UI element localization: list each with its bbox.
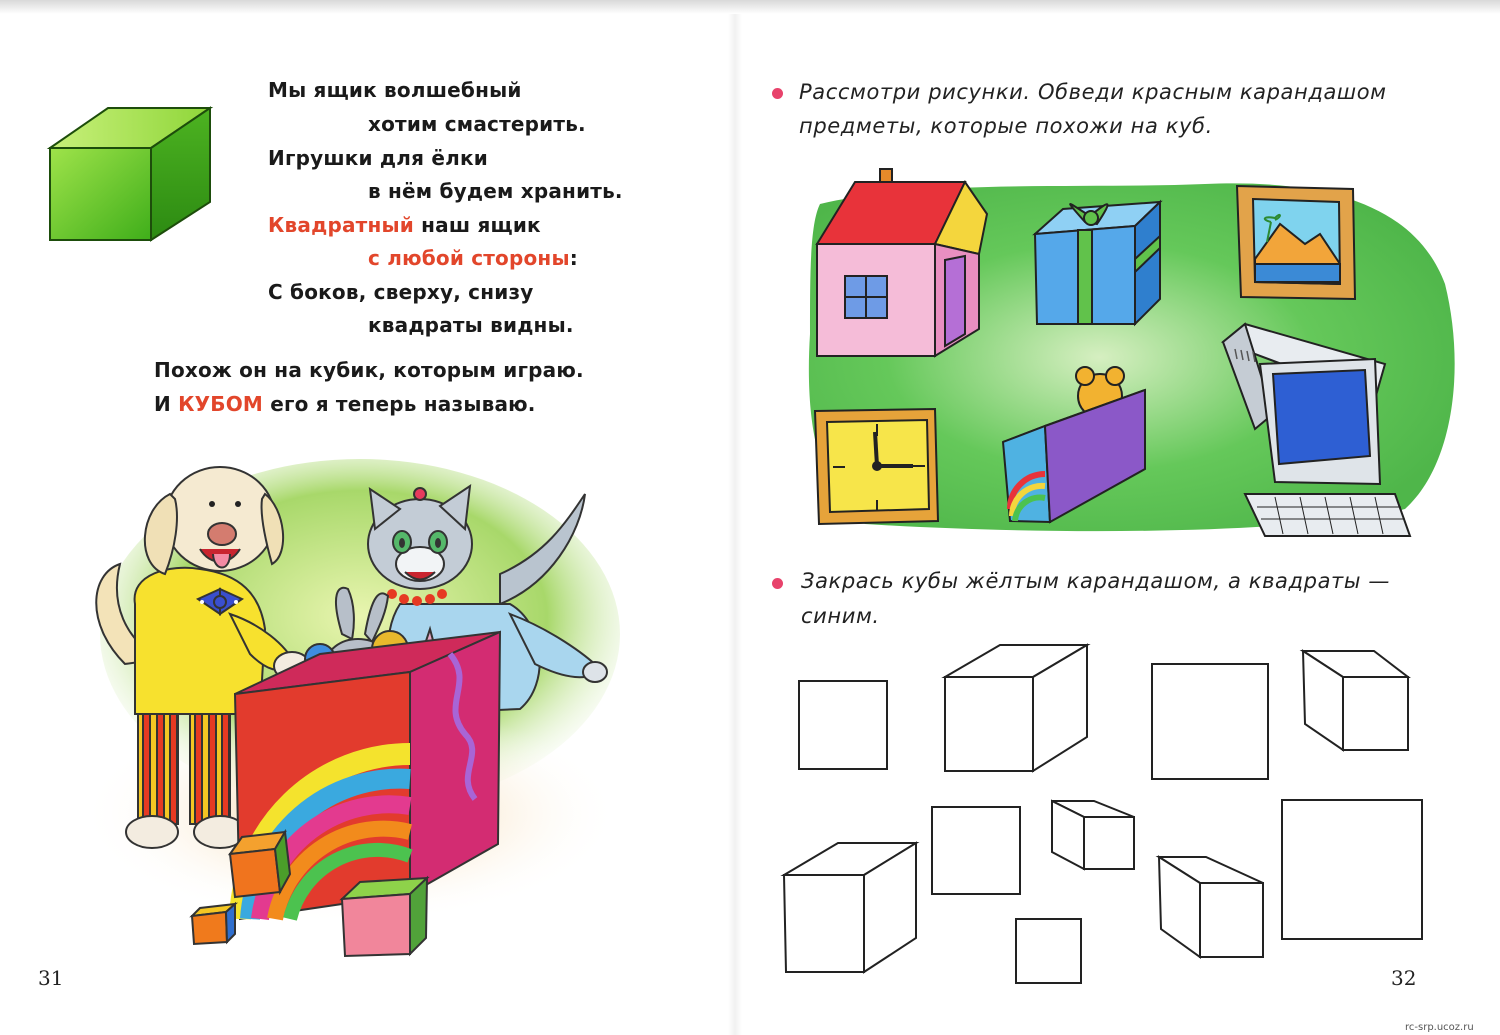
poem-highlight: с любой стороны: [368, 246, 570, 270]
left-page: [0, 14, 735, 1035]
poem-text: в нём будем хранить.: [368, 179, 623, 203]
task-line: Рассмотри рисунки. Обведи красным карандашом: [799, 80, 1387, 104]
poem-text: С боков, сверху, снизу: [268, 280, 534, 304]
poem-highlight: КУБОМ: [178, 392, 264, 416]
page-number-left: 31: [38, 966, 64, 990]
right-page: [735, 14, 1500, 1035]
poem-line: [154, 358, 584, 382]
poem-highlight: Квадратный: [268, 213, 414, 237]
dog-and-cat-illustration: [80, 454, 620, 964]
poem-text: наш ящик: [413, 213, 541, 237]
poem-text: И: [154, 392, 179, 416]
square-outline-icon[interactable]: [1152, 664, 1268, 779]
poem-line: [268, 213, 541, 237]
square-outline-icon[interactable]: [799, 681, 887, 769]
poem-text: хотим смастерить.: [368, 112, 586, 136]
poem-text: Похож он на кубик, которым играю.: [154, 358, 584, 382]
poem-line: [368, 179, 623, 203]
square-outline-icon[interactable]: [1282, 800, 1422, 939]
square-outline-icon[interactable]: [932, 807, 1020, 894]
page-top-edge: [0, 0, 1500, 14]
poem-line: [154, 392, 536, 416]
poem-text: Игрушки для ёлки: [268, 146, 488, 170]
poem: [0, 14, 735, 434]
cube-outline-icon[interactable]: [1052, 801, 1134, 869]
shapes-worksheet: [735, 14, 1500, 1035]
task-line: предметы, которые похожи на куб.: [799, 114, 1213, 138]
cube-outline-icon[interactable]: [784, 843, 916, 972]
cube-outline-icon[interactable]: [1303, 651, 1408, 750]
poem-line: [368, 112, 586, 136]
poem-line: [268, 280, 534, 304]
task-line: Закрась кубы жёлтым карандашом, а квадраты —: [801, 569, 1390, 593]
poem-text: квадраты видны.: [368, 313, 574, 337]
poem-line: [368, 313, 574, 337]
page-number-right: 32: [1391, 966, 1417, 990]
cube-outline-icon[interactable]: [1159, 857, 1263, 957]
poem-line: [368, 246, 578, 270]
poem-line: [268, 146, 488, 170]
cube-outline-icon[interactable]: [945, 645, 1087, 771]
poem-text: Мы ящик волшебный: [268, 78, 522, 102]
square-outline-icon[interactable]: [1016, 919, 1081, 983]
poem-text: :: [569, 246, 578, 270]
poem-text: его я теперь называю.: [263, 392, 536, 416]
poem-line: [268, 78, 522, 102]
task-line: синим.: [801, 604, 880, 628]
watermark: rc-srp.ucoz.ru: [1405, 1022, 1474, 1033]
